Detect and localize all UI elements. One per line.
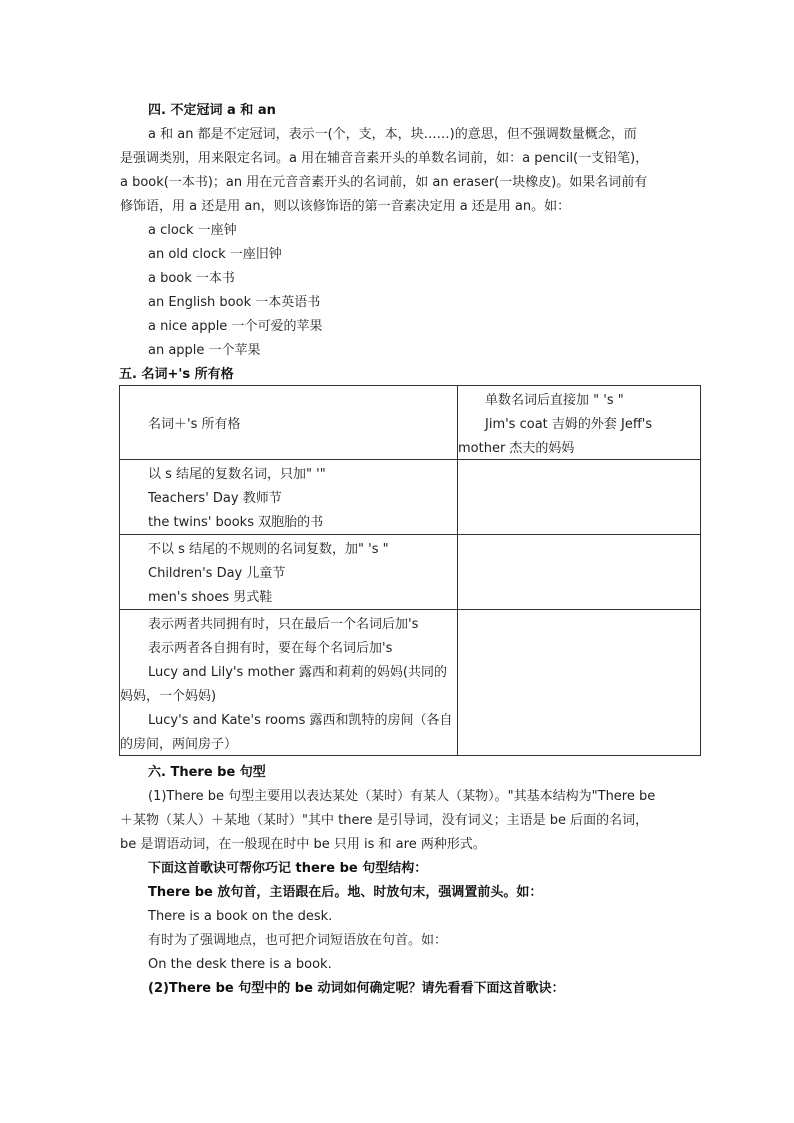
table-cell-line: men's shoes 男式鞋: [148, 590, 273, 605]
example-sentence: There is a book on the desk.: [148, 909, 333, 924]
section4-paragraph-line: 是强调类别，用来限定名词。a 用在辅音音素开头的单数名词前，如：a pencil(一支铅笔)，: [120, 151, 649, 166]
section4-paragraph-line: a 和 an 都是不定冠词，表示一(个，支，本，块……)的意思，但不强调数量概念，而: [148, 127, 637, 142]
example-line: an English book 一本英语书: [148, 295, 321, 310]
example-line: a nice apple 一个可爱的苹果: [148, 319, 323, 334]
table-cell-line: 妈妈，一个妈妈): [120, 689, 217, 704]
section4-paragraph-line: 修饰语，用 a 还是用 an，则以该修饰语的第一音素决定用 a 还是用 an。如：: [120, 199, 571, 214]
table-cell-line: Children's Day 儿童节: [148, 566, 286, 581]
example-sentence: On the desk there is a book.: [148, 957, 332, 972]
table-cell-line: the twins' books 双胞胎的书: [148, 515, 324, 530]
question-line: (2)There be 句型中的 be 动词如何确定呢？请先看看下面这首歌诀：: [148, 981, 565, 996]
table-cell-empty: [458, 535, 701, 610]
table-row: [120, 460, 701, 535]
table-cell-line: 不以 s 结尾的不规则的名词复数，加" 's ": [148, 542, 389, 557]
example-line: a clock 一座钟: [148, 223, 237, 238]
table-row: [120, 610, 701, 756]
example-line: an old clock 一座旧钟: [148, 247, 282, 262]
table-cell-empty: [458, 460, 701, 535]
table-cell-line: 表示两者共同拥有时，只在最后一个名词后加's: [148, 617, 419, 632]
section6-paragraph-line: (1)There be 句型主要用以表达某处（某时）有某人（某物）。"其基本结构为"There be: [148, 789, 656, 804]
mnemonic-line: There be 放句首，主语跟在后。地、时放句末，强调置前头。如：: [148, 885, 543, 900]
table-header-left: 名词＋'s 所有格: [148, 417, 241, 432]
example-line: an apple 一个苹果: [148, 343, 261, 358]
table-header-right-line: Jim's coat 吉姆的外套 Jeff's: [485, 417, 653, 432]
table-cell: [120, 610, 458, 756]
section5-heading: 五. 名词+'s 所有格: [119, 367, 234, 382]
table-cell-line: 以 s 结尾的复数名词，只加" '": [148, 467, 326, 482]
table-cell-line: Lucy and Lily's mother 露西和莉莉的妈妈(共同的: [148, 665, 447, 680]
mnemonic-intro: 下面这首歌诀可帮你巧记 there be 句型结构：: [148, 861, 428, 876]
section4-heading: 四. 不定冠词 a 和 an: [148, 103, 276, 118]
table-header-right-line: 单数名词后直接加 " 's ": [485, 393, 624, 408]
table-cell-line: 表示两者各自拥有时，要在每个名词后加's: [148, 641, 393, 656]
table-cell: [120, 460, 458, 535]
section6-paragraph-line: be 是谓语动词，在一般现在时中 be 只用 is 和 are 两种形式。: [120, 837, 486, 852]
table-cell-line: 的房间，两间房子）: [120, 737, 238, 752]
section4-paragraph-line: a book(一本书)；an 用在元音音素开头的名词前，如 an eraser(一块橡皮)。如果名词前有: [120, 175, 648, 190]
table-cell-line: Lucy's and Kate's rooms 露西和凯特的房间（各自: [148, 713, 453, 728]
table-cell: [120, 386, 458, 460]
table-cell-line: Teachers' Day 教师节: [148, 491, 282, 506]
table-cell: [458, 386, 701, 460]
table-row: [120, 386, 701, 460]
possessive-table: [119, 385, 701, 756]
explanation-line: 有时为了强调地点，也可把介词短语放在句首。如：: [148, 933, 448, 948]
table-cell-empty: [458, 610, 701, 756]
table-row: [120, 535, 701, 610]
section6-heading: 六. There be 句型: [148, 765, 266, 780]
table-cell: [120, 535, 458, 610]
section6-paragraph-line: ＋某物（某人）＋某地（某时）"其中 there 是引导词，没有词义；主语是 be 后面的名词，: [120, 813, 649, 828]
table-header-right-line: mother 杰夫的妈妈: [458, 441, 575, 456]
example-line: a book 一本书: [148, 271, 235, 286]
